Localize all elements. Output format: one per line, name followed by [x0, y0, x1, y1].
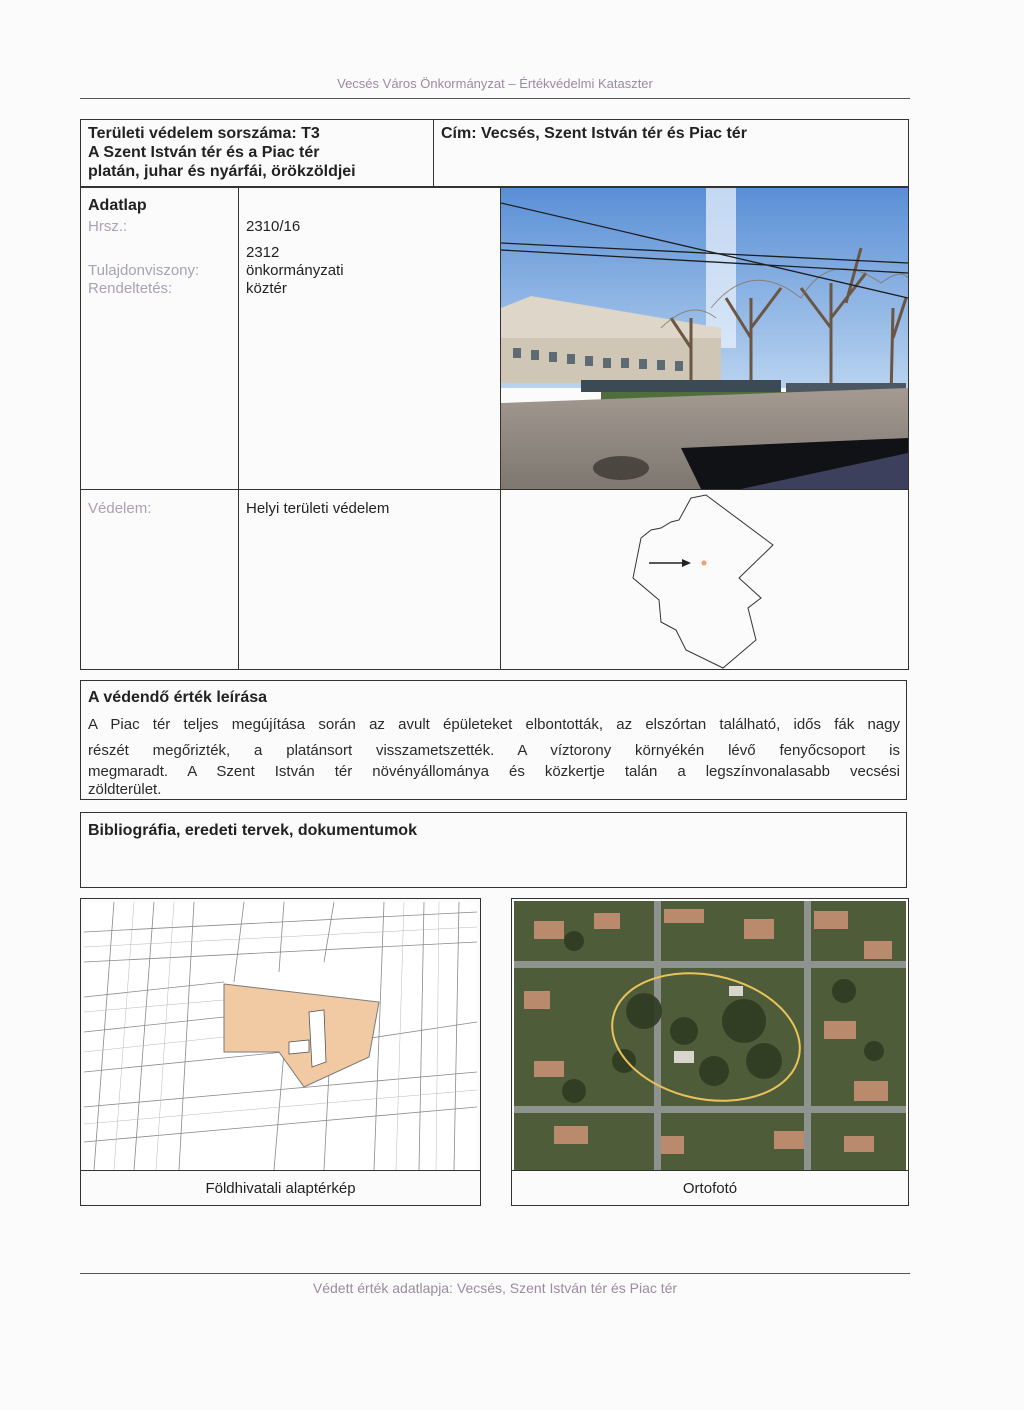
location-map: [501, 490, 908, 669]
address: Cím: Vecsés, Szent István tér és Piac tér: [441, 125, 747, 142]
description-line-4: zöldterület.: [88, 781, 162, 798]
bibliography-heading: Bibliográfia, eredeti tervek, dokumentumok: [88, 822, 417, 839]
purpose-label: Rendeltetés:: [88, 280, 173, 297]
map-caption: Földhivatali alaptérkép: [205, 1180, 356, 1197]
ownership-label: Tulajdonviszony:: [88, 262, 200, 279]
hrsz-label: Hrsz.:: [88, 218, 128, 235]
title-divider: [433, 119, 434, 187]
description-line-2: részét megőrizték, a platánsort visszametszették. A víztorony környékén lévő fenyőcsoport is: [88, 742, 900, 759]
ortho-photo: [514, 901, 906, 1170]
col-divider-1: [238, 187, 239, 670]
description-line-1: A Piac tér teljes megújítása során az avult épületeket elbontották, az elszórtan található, idős fák nagy: [88, 716, 900, 733]
ortho-caption: Ortofotó: [682, 1180, 738, 1197]
ownership-value: önkormányzati: [246, 262, 344, 279]
cadastral-map: [84, 902, 477, 1170]
title-name-line2: platán, juhar és nyárfái, örökzöldjei: [88, 163, 356, 180]
page-header: Vecsés Város Önkormányzat – Értékvédelmi Kataszter: [337, 76, 653, 91]
ortho-caption-divider: [511, 1170, 909, 1171]
header-rule: [80, 98, 910, 99]
datasheet-heading: Adatlap: [88, 197, 147, 214]
protection-value: Helyi területi védelem: [246, 500, 390, 517]
protection-label: Védelem:: [88, 500, 152, 517]
hrsz-value-1: 2310/16: [246, 218, 301, 235]
footer-rule: [80, 1273, 910, 1274]
hrsz-value-2: 2312: [246, 244, 280, 261]
description-line-3: megmaradt. A Szent István tér növényállománya és közkertje talán a legszínvonalasabb vecsési: [88, 763, 900, 780]
title-name-line1: A Szent István tér és a Piac tér: [88, 144, 320, 161]
page-footer: Védett érték adatlapja: Vecsés, Szent István tér és Piac tér: [312, 1280, 678, 1296]
protection-number: Területi védelem sorszáma: T3: [88, 125, 320, 142]
purpose-value: köztér: [246, 280, 287, 297]
site-photo: [501, 188, 908, 489]
map-caption-divider: [80, 1170, 481, 1171]
description-heading: A védendő érték leírása: [88, 689, 268, 706]
